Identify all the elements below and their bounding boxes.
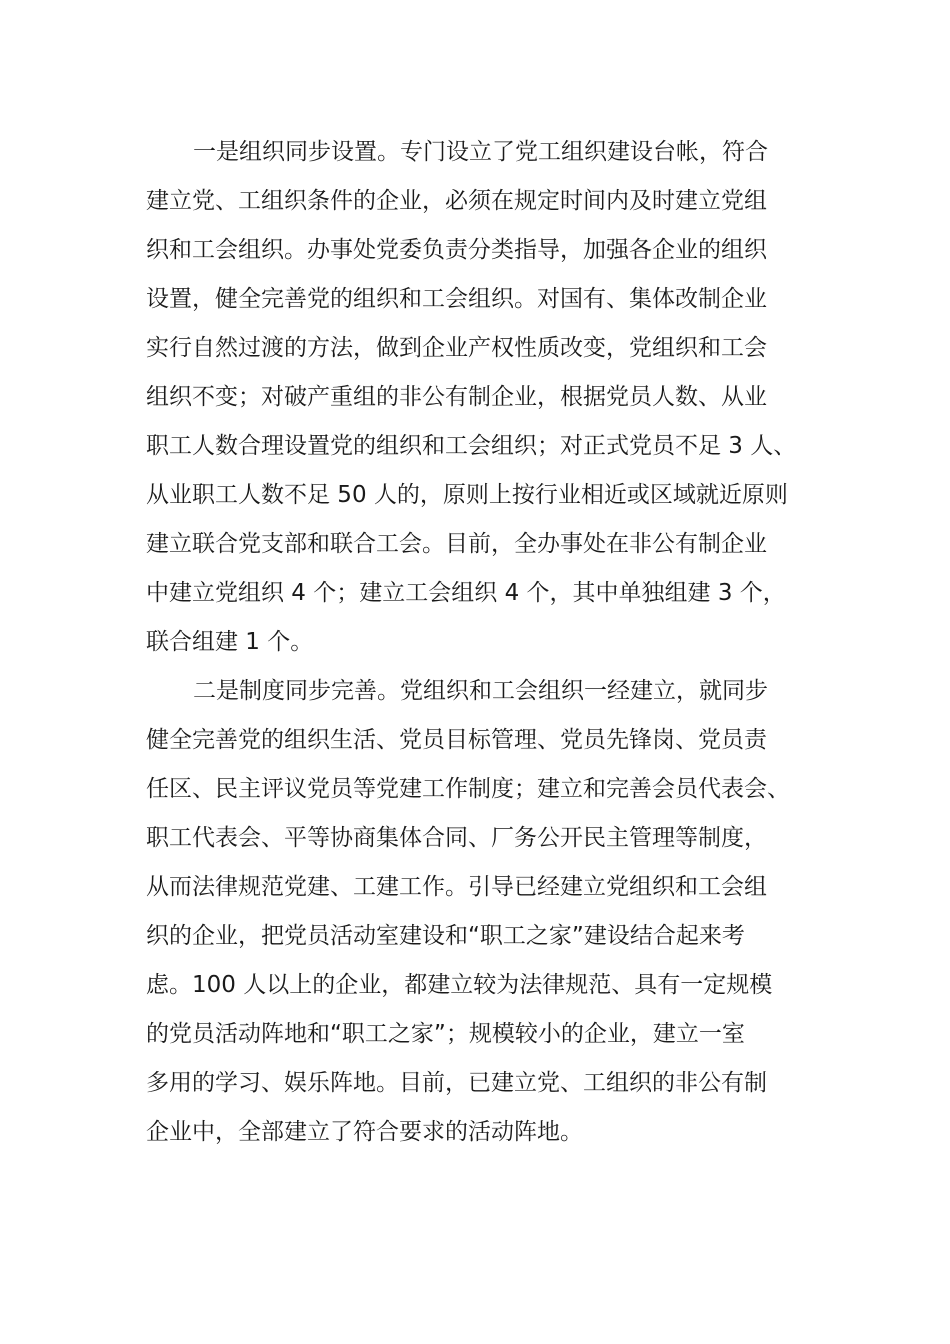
text-line: 组织不变；对破产重组的非公有制企业，根据党员人数、从业 [146, 384, 767, 410]
text-line: 职工代表会、平等协商集体合同、厂务公开民主管理等制度， [146, 825, 767, 851]
text-line: 职工人数合理设置党的组织和工会组织；对正式党员不足 3 人、 [146, 433, 797, 459]
paragraph-system-improvement [146, 667, 826, 1157]
text-line: 一是组织同步设置。专门设立了党工组织建设台帐，符合 [193, 139, 768, 165]
text-line: 实行自然过渡的方法，做到企业产权性质改变，党组织和工会 [146, 335, 767, 361]
paragraph-organization-setup [146, 128, 826, 667]
document-body [146, 128, 826, 1157]
text-line: 的党员活动阵地和“职工之家”；规模较小的企业，建立一室 [146, 1021, 745, 1047]
text-line: 虑。100 人以上的企业，都建立较为法律规范、具有一定规模 [146, 972, 773, 998]
text-line: 企业中，全部建立了符合要求的活动阵地。 [146, 1119, 583, 1145]
text-line: 织的企业，把党员活动室建设和“职工之家”建设结合起来考 [146, 923, 745, 949]
text-line: 联合组建 1 个。 [146, 629, 314, 655]
text-line: 织和工会组织。办事处党委负责分类指导，加强各企业的组织 [146, 237, 767, 263]
text-line: 二是制度同步完善。党组织和工会组织一经建立，就同步 [193, 678, 768, 704]
text-line: 建立党、工组织条件的企业，必须在规定时间内及时建立党组 [146, 188, 767, 214]
text-line: 从而法律规范党建、工建工作。引导已经建立党组织和工会组 [146, 874, 767, 900]
text-line: 中建立党组织 4 个；建立工会组织 4 个，其中单独组建 3 个， [146, 580, 786, 606]
text-line: 任区、民主评议党员等党建工作制度；建立和完善会员代表会、 [146, 776, 790, 802]
text-line: 建立联合党支部和联合工会。目前，全办事处在非公有制企业 [146, 531, 767, 557]
text-line: 从业职工人数不足 50 人的，原则上按行业相近或区域就近原则 [146, 482, 788, 508]
text-line: 设置，健全完善党的组织和工会组织。对国有、集体改制企业 [146, 286, 767, 312]
text-line: 健全完善党的组织生活、党员目标管理、党员先锋岗、党员责 [146, 727, 767, 753]
text-line: 多用的学习、娱乐阵地。目前，已建立党、工组织的非公有制 [146, 1070, 767, 1096]
